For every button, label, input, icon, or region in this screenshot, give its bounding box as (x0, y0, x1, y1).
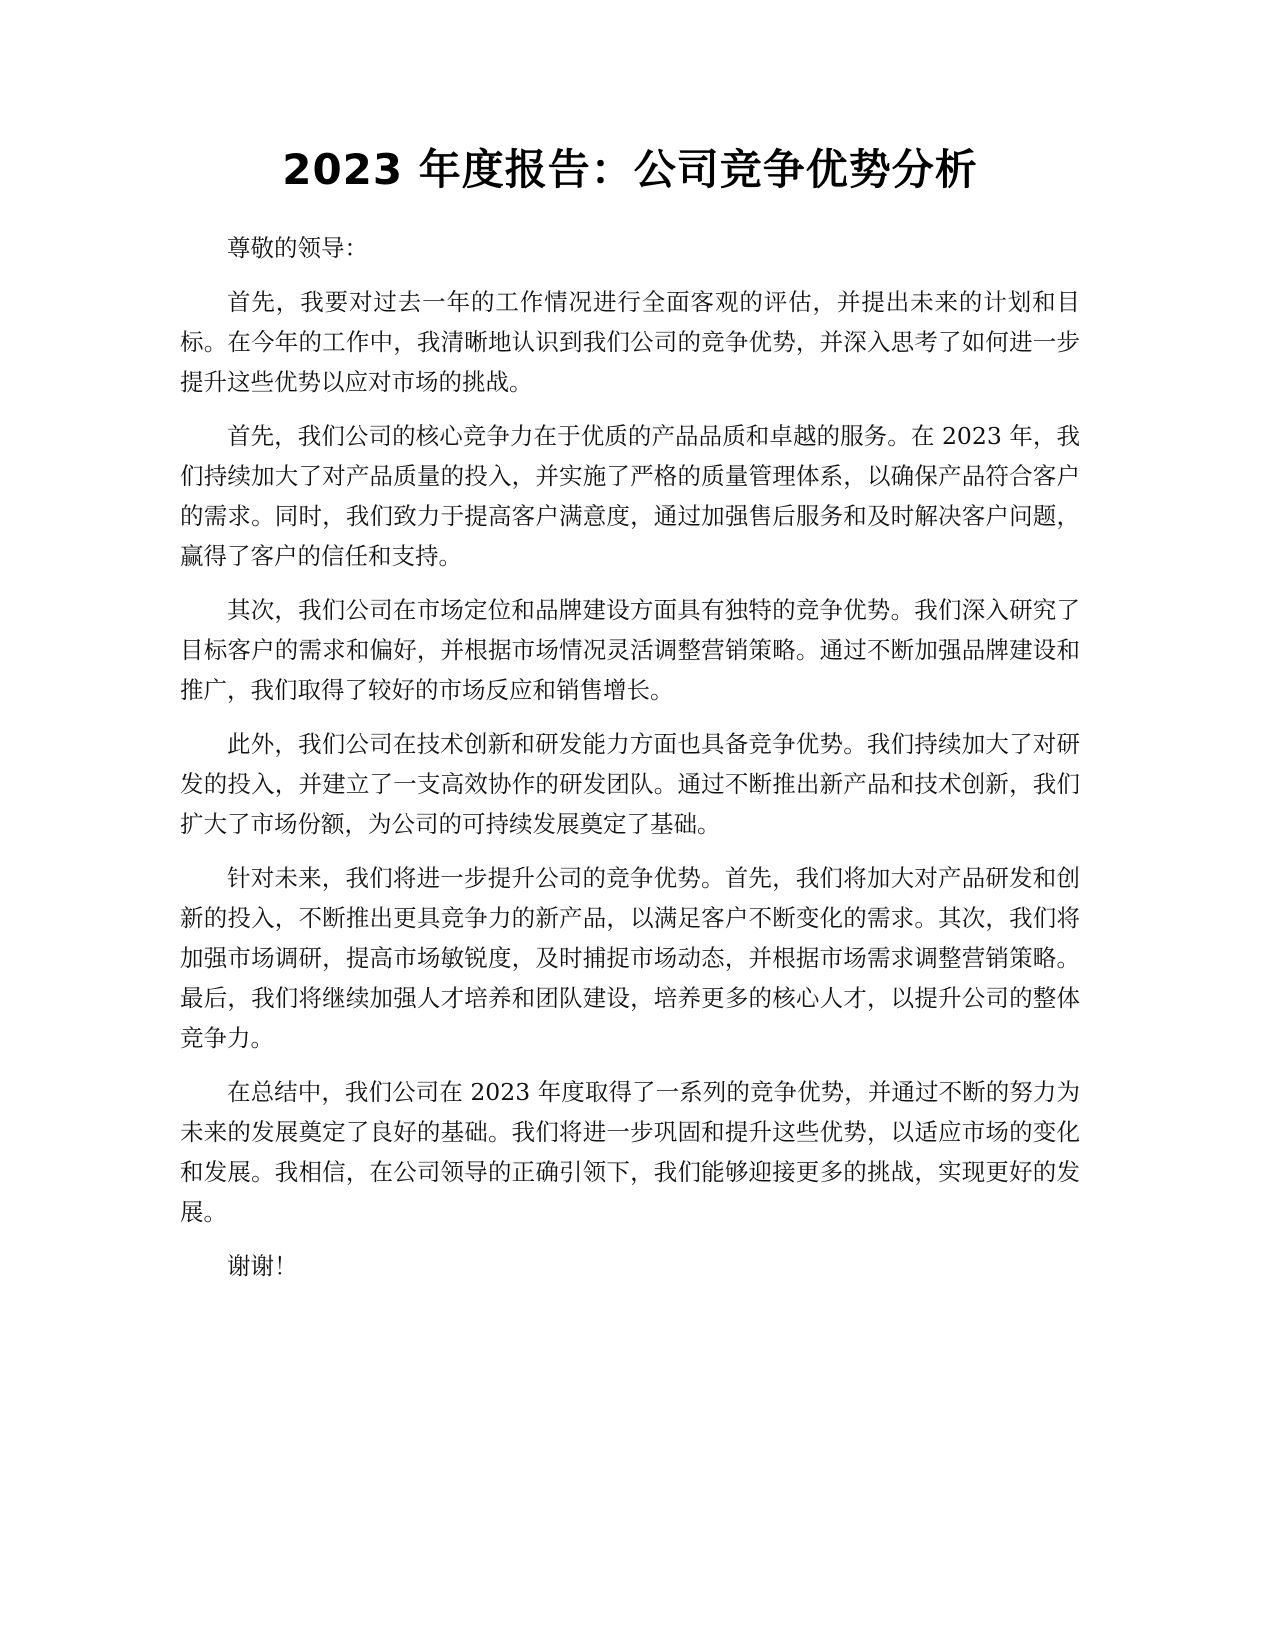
document-page (180, 140, 1080, 1300)
paragraph-5: 针对未来，我们将进一步提升公司的竞争优势。首先，我们将加大对产品研发和创新的投入，不断推出更具竞争力的新产品，以满足客户不断变化的需求。其次，我们将加强市场调研，提高市场敏锐度，及时捕捉市场动态，并根据市场需求调整营销策略。最后，我们将继续加强人才培养和团队建设，培养更多的核心人才，以提升公司的整体竞争力。 (180, 864, 1080, 1052)
paragraph-1: 首先，我要对过去一年的工作情况进行全面客观的评估，并提出未来的计划和目标。在今年的工作中，我清晰地认识到我们公司的竞争优势，并深入思考了如何进一步提升这些优势以应对市场的挑战。 (180, 288, 1080, 396)
document-body (180, 228, 1080, 1286)
closing: 谢谢！ (227, 1252, 298, 1280)
paragraph-4: 此外，我们公司在技术创新和研发能力方面也具备竞争优势。我们持续加大了对研发的投入，并建立了一支高效协作的研发团队。通过不断推出新产品和技术创新，我们扩大了市场份额，为公司的可持续发展奠定了基础。 (180, 730, 1080, 838)
document-title: 2023 年度报告：公司竞争优势分析 (282, 145, 978, 194)
paragraph-3: 其次，我们公司在市场定位和品牌建设方面具有独特的竞争优势。我们深入研究了目标客户的需求和偏好，并根据市场情况灵活调整营销策略。通过不断加强品牌建设和推广，我们取得了较好的市场反应和销售增长。 (180, 596, 1080, 704)
paragraph-2: 首先，我们公司的核心竞争力在于优质的产品品质和卓越的服务。在 2023 年，我们持续加大了对产品质量的投入，并实施了严格的质量管理体系，以确保产品符合客户的需求。同时，我们致力于提高客户满意度，通过加强售后服务和及时解决客户问题，赢得了客户的信任和支持。 (180, 422, 1080, 570)
paragraph-6: 在总结中，我们公司在 2023 年度取得了一系列的竞争优势，并通过不断的努力为未来的发展奠定了良好的基础。我们将进一步巩固和提升这些优势，以适应市场的变化和发展。我相信，在公司领导的正确引领下，我们能够迎接更多的挑战，实现更好的发展。 (180, 1078, 1080, 1226)
salutation: 尊敬的领导： (227, 234, 368, 262)
